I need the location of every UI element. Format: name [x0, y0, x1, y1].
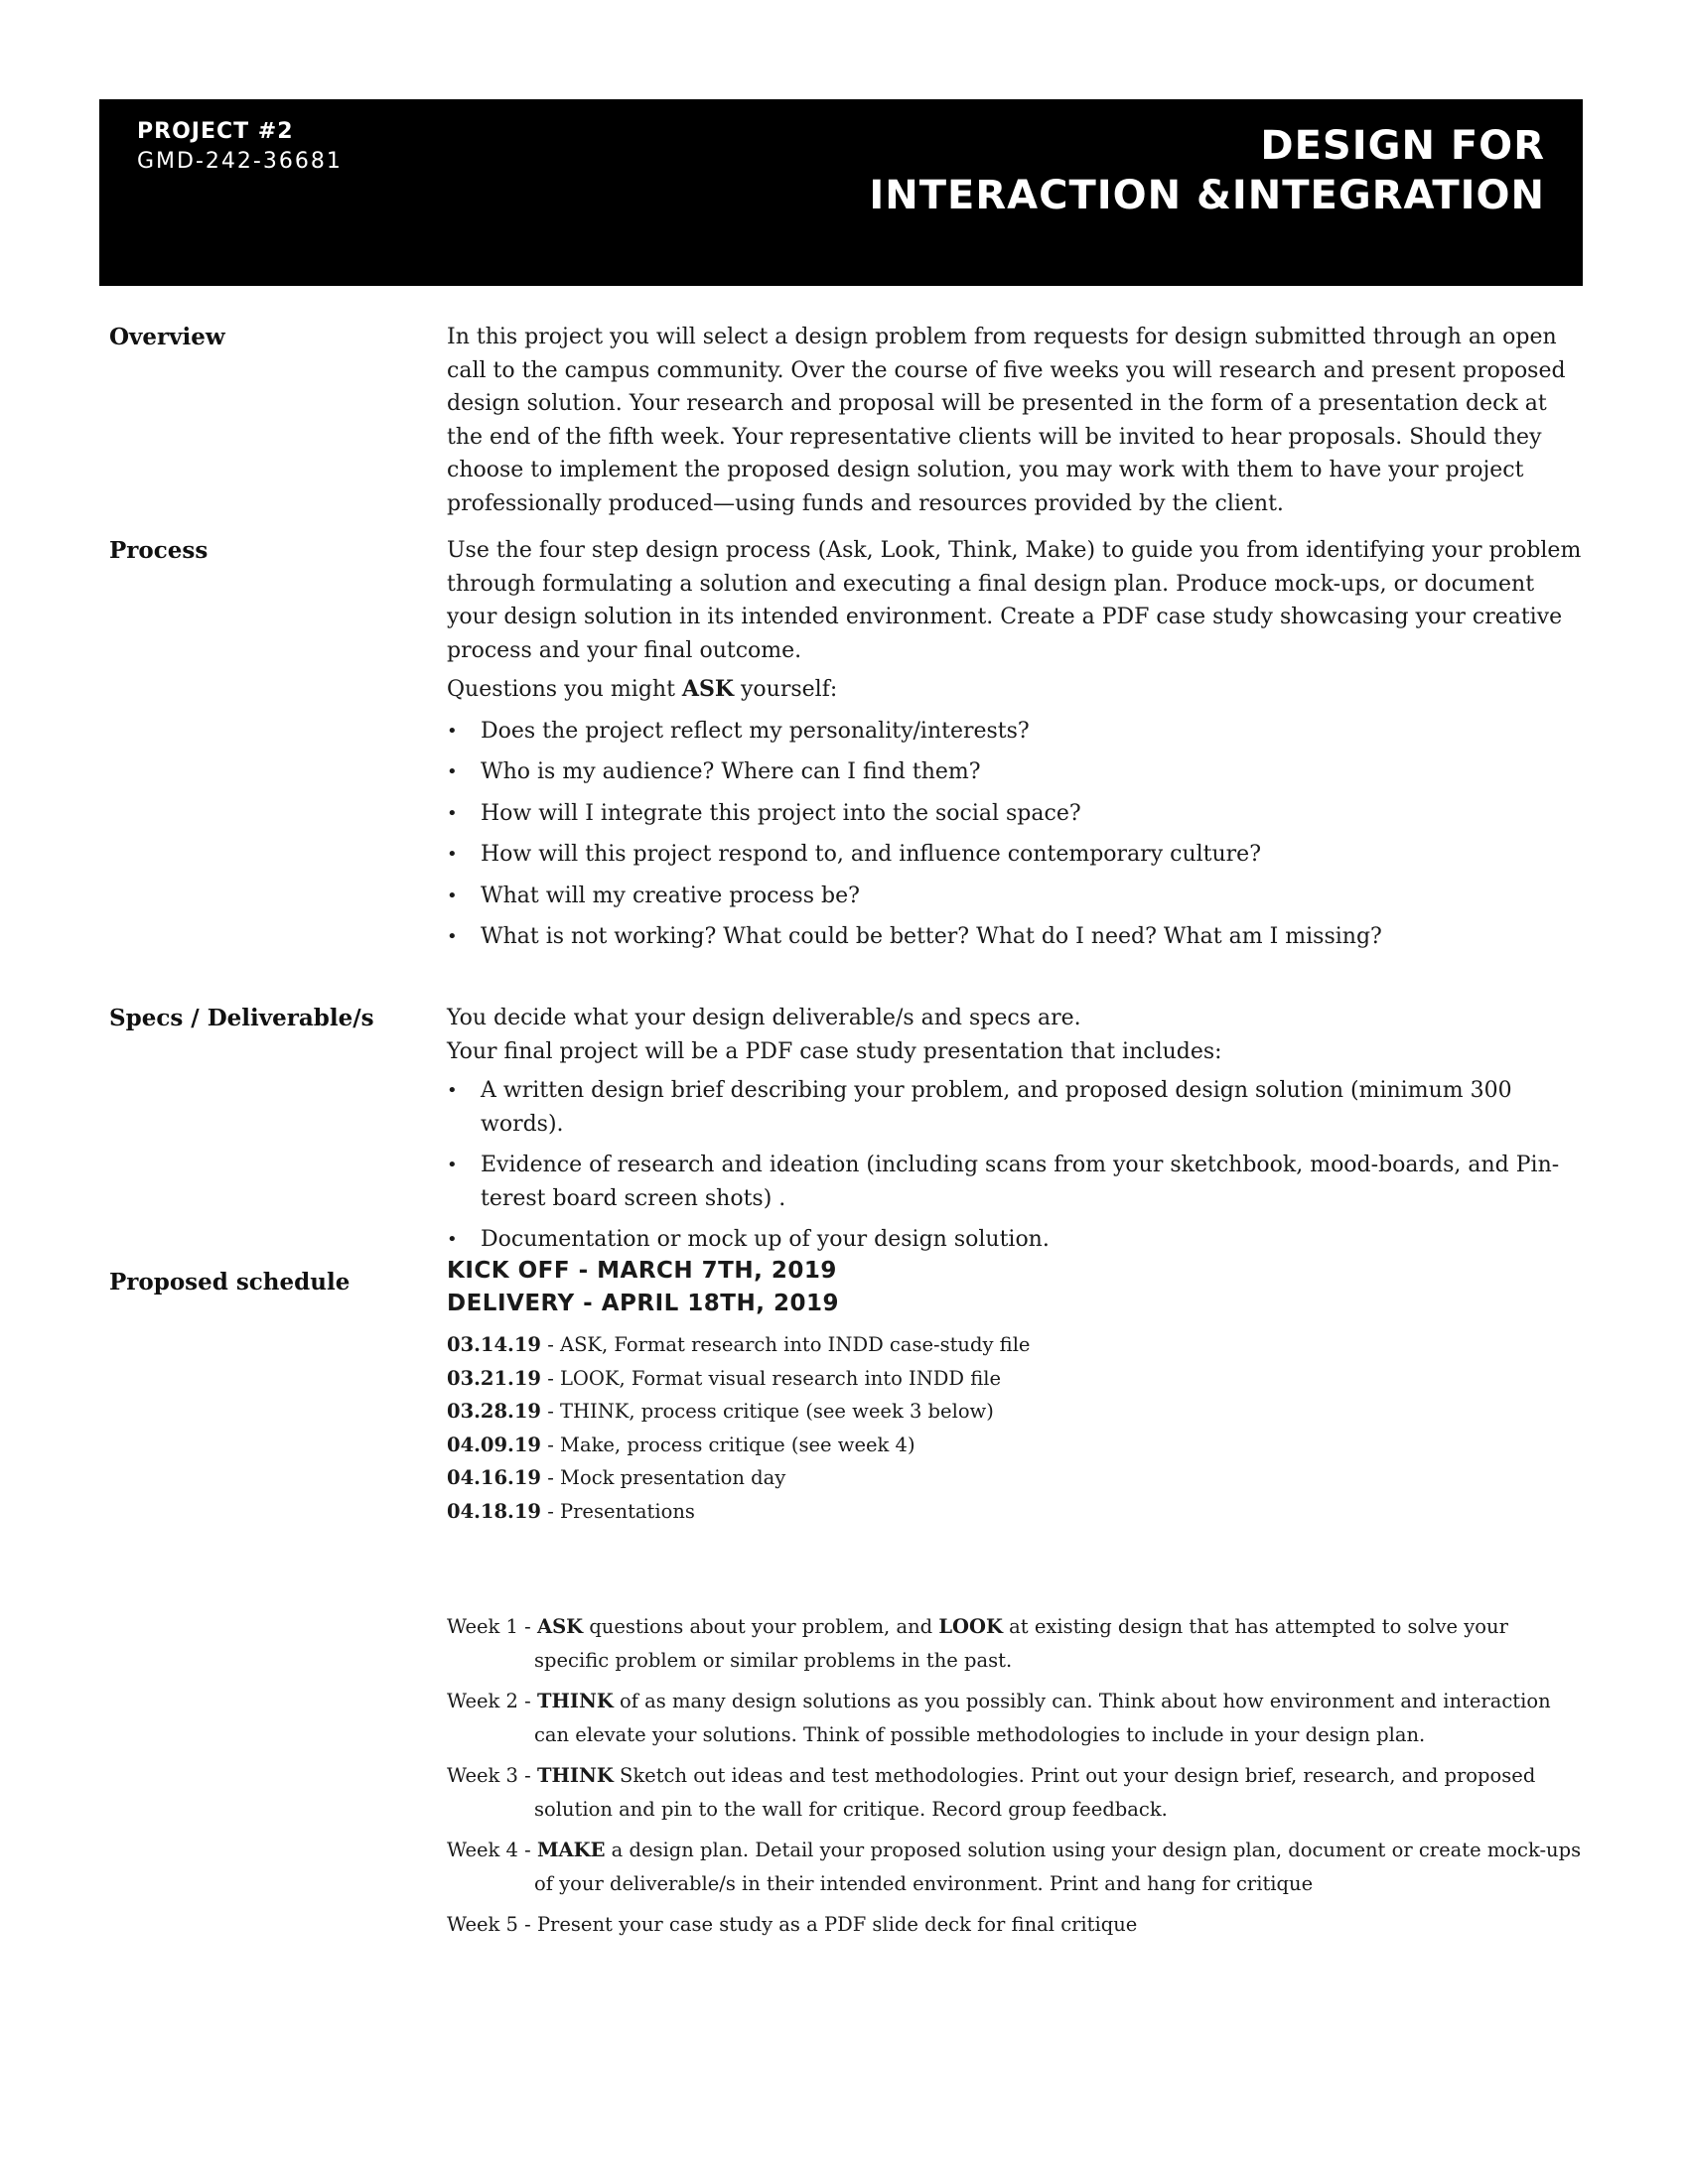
week-keyword: ASK [536, 1615, 584, 1638]
specs-line-1: You decide what your design deliverable/s and specs are. [447, 1006, 1081, 1030]
schedule-list [447, 1328, 1589, 1528]
week-prefix: Week 1 - [447, 1615, 537, 1638]
schedule-item [447, 1461, 1589, 1495]
deliverables-list [447, 1074, 1589, 1257]
list-item: • A written design brief describing your problem, and proposed design solution (minimum 300 words). [447, 1074, 1589, 1141]
week-keyword: LOOK [938, 1615, 1003, 1638]
schedule-text: - Presentations [541, 1499, 695, 1523]
schedule-text: - THINK, process critique (see week 3 below) [541, 1400, 994, 1423]
week-keyword: MAKE [536, 1839, 606, 1861]
process-text: Use the four step design process (Ask, Look, Think, Make) to guide you from identifying your problem through formulating a solution and executing a final design plan. Produce mock-ups, or document your design solution in its intended environment. Create a PDF case study showcasing your creative process and your final outcome. [447, 538, 1582, 663]
questions-suffix: yourself: [741, 677, 838, 702]
questions-list [447, 715, 1589, 954]
process-section [447, 534, 1589, 962]
schedule-item [447, 1429, 1589, 1462]
schedule-text: - LOOK, Format visual research into INDD file [541, 1366, 1002, 1390]
list-item: • Evidence of research and ideation (including scans from your sketchbook, mood-boards, and Pin-terest board screen shots) . [447, 1149, 1589, 1215]
schedule-item [447, 1362, 1589, 1396]
kickoff-date: KICK OFF - MARCH 7TH, 2019 [447, 1258, 837, 1284]
title-line-1: DESIGN FOR [1260, 123, 1545, 169]
schedule-text: - ASK, Format research into INDD case-study file [541, 1333, 1031, 1356]
week-text: Sketch out ideas and test methodologies. Print out your design brief, research, and proposed solution and pin to the wall for critique. Record group feedback. [534, 1764, 1536, 1821]
list-item: • Does the project reflect my personality/interests? [447, 715, 1589, 749]
questions-ask: ASK [681, 676, 734, 702]
list-item: • What will my creative process be? [447, 880, 1589, 913]
week-prefix: Week 4 - [447, 1839, 537, 1861]
schedule-date: 04.16.19 [447, 1466, 541, 1489]
schedule-text: - Make, process critique (see week 4) [541, 1433, 915, 1456]
week-text: of as many design solutions as you possibly can. Think about how environment and interaction can elevate your solutions. Think of possible methodologies to include in your design plan. [534, 1690, 1551, 1746]
schedule-item [447, 1328, 1589, 1362]
specs-section [447, 1002, 1589, 1265]
week-text: questions about your problem, and [583, 1615, 939, 1638]
list-item: • Who is my audience? Where can I find them? [447, 755, 1589, 789]
weekly-breakdown [447, 1610, 1589, 1950]
week-text: a design plan. Detail your proposed solution using your design plan, document or create mock-ups of your deliverable/s in their intended environment. Print and hang for critique [534, 1839, 1582, 1895]
list-item: • How will this project respond to, and influence contemporary culture? [447, 838, 1589, 872]
week-keyword: THINK [536, 1764, 614, 1787]
schedule-date: 04.09.19 [447, 1433, 541, 1456]
week-item [447, 1610, 1589, 1677]
schedule-date: 04.18.19 [447, 1499, 541, 1523]
schedule-text: - Mock presentation day [541, 1466, 786, 1489]
specs-label: Specs / Deliverable/s [109, 1005, 374, 1031]
page-title [869, 121, 1545, 220]
overview-label: Overview [109, 324, 225, 350]
week-item [447, 1834, 1589, 1900]
week-item [447, 1759, 1589, 1826]
specs-line-2: Your final project will be a PDF case study presentation that includes: [447, 1038, 1222, 1064]
schedule-item [447, 1395, 1589, 1429]
week-prefix: Week 5 - Present your case study as a PDF slide deck for final critique [447, 1913, 1138, 1936]
schedule-date: 03.21.19 [447, 1366, 541, 1390]
schedule-date: 03.28.19 [447, 1400, 541, 1423]
questions-intro [447, 673, 1589, 707]
week-text: at existing design that has attempted to solve your specific problem or similar problems in the past. [534, 1615, 1508, 1672]
schedule-section [447, 1255, 1589, 1528]
week-prefix: Week 2 - [447, 1690, 537, 1712]
course-code: GMD-242-36681 [137, 149, 343, 174]
process-label: Process [109, 537, 209, 564]
week-prefix: Week 3 - [447, 1764, 537, 1787]
list-item: • How will I integrate this project into the social space? [447, 797, 1589, 831]
schedule-date: 03.14.19 [447, 1333, 541, 1356]
overview-section [447, 321, 1589, 520]
project-label: PROJECT #2 [137, 119, 294, 144]
title-line-2: INTERACTION &INTEGRATION [869, 173, 1545, 218]
list-item: • Documentation or mock up of your design solution. [447, 1223, 1589, 1257]
schedule-label: Proposed schedule [109, 1269, 351, 1296]
questions-prefix: Questions you might [447, 677, 675, 702]
header-banner [99, 99, 1583, 286]
week-item [447, 1685, 1589, 1751]
overview-text: In this project you will select a design problem from requests for design submitted through an open call to the campus community. Over the course of five weeks you will research and present proposed design solution. Your research and proposal will be presented in the form of a presentation deck at the end of the fifth week. Your representative clients will be invited to hear proposals. Should they choose to implement the proposed design solution, you may work with them to have your project professionally produced—using funds and resources provided by the client. [447, 325, 1566, 516]
schedule-item [447, 1495, 1589, 1529]
list-item: • What is not working? What could be better? What do I need? What am I missing? [447, 920, 1589, 954]
delivery-date: DELIVERY - APRIL 18TH, 2019 [447, 1291, 839, 1316]
week-keyword: THINK [536, 1690, 614, 1712]
week-item [447, 1908, 1589, 1942]
